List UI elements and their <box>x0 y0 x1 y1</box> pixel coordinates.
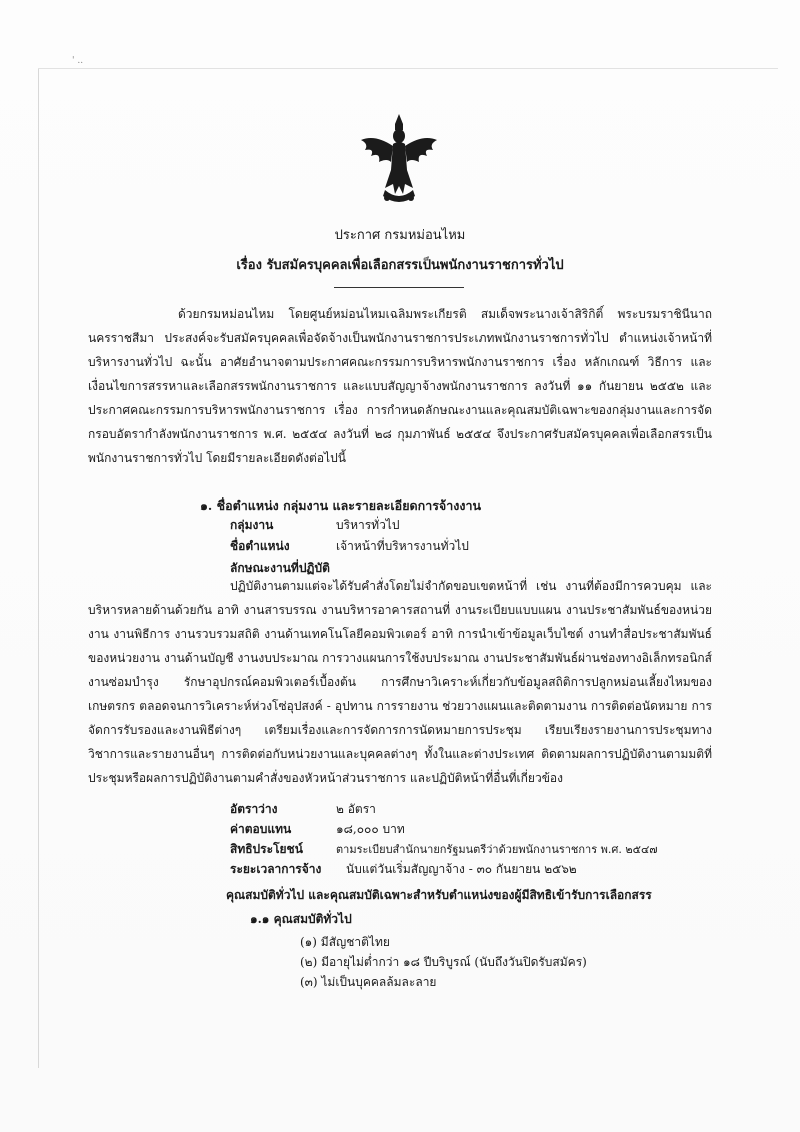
group-value: บริหารทั่วไป <box>336 518 400 532</box>
intro-paragraph: ด้วยกรมหม่อนไหม โดยศูนย์หม่อนไหมเฉลิมพระเกียรติ สมเด็จพระนางเจ้าสิริกิติ์ พระบรมราชินีนาถ นครราชสีมา ประสงค์จะรับสมัครบุคคลเพื่อจัดจ้างเป็นพนักงานราชการประเภทพนักงานราชการทั่วไป ตำแหน่งเจ้าหน้าที่บริหารงานทั่วไป ฉะนั้น อาศัยอำนาจตามประกาศคณะกรรมการบริหารพนักงานราชการ เรื่อง หลักเกณฑ์ วิธีการ และเงื่อนไขการสรรหาและเลือกสรรพนักงานราชการ และแบบสัญญาจ้างพนักงานราชการ ลงวันที่ ๑๑ กันยายน ๒๕๕๒ และประกาศคณะกรรมการบริหารพนักงานราชการ เรื่อง การกำหนดลักษณะงานและคุณสมบัติเฉพาะของกลุ่มงานและการจัดกรอบอัตรากำลังพนักงานราชการ พ.ศ. ๒๕๕๔ ลงวันที่ ๒๘ กุมภาพันธ์ ๒๕๕๔ จึงประกาศรับสมัครบุคคลเพื่อเลือกสรรเป็นพนักงานราชการทั่วไป โดยมีรายละเอียดดังต่อไปนี้ <box>88 307 712 465</box>
divider <box>334 287 464 288</box>
qualification-item: (๒) มีอายุไม่ต่ำกว่า ๑๘ ปีบริบูรณ์ (นับถึงวันปิดรับสมัคร) <box>300 955 587 969</box>
pay-label: ค่าตอบแทน <box>230 822 292 836</box>
section-1-heading: ๑. ชื่อตำแหน่ง กลุ่มงาน และรายละเอียดการจ้างงาน <box>200 498 482 513</box>
pay-value: ๑๘,๐๐๐ บาท <box>336 822 405 836</box>
scan-mark: ' .. <box>72 56 84 66</box>
period-label: ระยะเวลาการจ้าง <box>230 862 322 876</box>
duties-paragraph: ปฏิบัติงานตามแต่จะได้รับคำสั่งโดยไม่จำกัดขอบเขตหน้าที่ เช่น งานที่ต้องมีการควบคุม และบริหารหลายด้านด้วยกัน อาทิ งานสารบรรณ งานบริหารอาคารสถานที่ งานระเบียบแบบแผน งานประชาสัมพันธ์ของหน่วยงาน งานพิธีการ งานรวบรวมสถิติ งานด้านเทคโนโลยีคอมพิวเตอร์ อาทิ การนำเข้าข้อมูลเว็บไซต์ งานทำสื่อประชาสัมพันธ์ของหน่วยงาน งานด้านบัญชี งานงบประมาณ การวางแผนการใช้งบประมาณ งานประชาสัมพันธ์ผ่านช่องทางอิเล็กทรอนิกส์ งานซ่อมบำรุง รักษาอุปกรณ์คอมพิวเตอร์เบื้องต้น การศึกษาวิเคราะห์เกี่ยวกับข้อมูลสถิติการปลูกหม่อนเลี้ยงไหมของเกษตรกร ตลอดจนการวิเคราะห์ห่วงโซ่อุปสงค์ - อุปทาน การรายงาน ช่วยวางแผนและติดตามงาน การติดต่อนัดหมาย การจัดการรับรองและงานพิธีต่างๆ เตรียมเรื่องและการจัดการการนัดหมายการประชุม เรียบเรียงรายงานการประชุมทางวิชาการและรายงานอื่นๆ การติดต่อกับหน่วยงานและบุคคลต่างๆ ทั้งในและต่างประเทศ ติดตามผลการปฏิบัติงานตามมติที่ประชุมหรือผลการปฏิบัติงานตามคำสั่งของหัวหน้าส่วนราชการ และปฏิบัติหน้าที่อื่นที่เกี่ยวข้อง <box>88 579 712 785</box>
scan-edge <box>38 68 778 69</box>
announcement-subject: เรื่อง รับสมัครบุคคลเพื่อเลือกสรรเป็นพนักงานราชการทั่วไป <box>236 258 564 273</box>
garuda-emblem-icon <box>355 110 443 210</box>
general-qualifications-heading: ๑.๑ คุณสมบัติทั่วไป <box>250 912 352 926</box>
benefit-value: ตามระเบียบสำนักนายกรัฐมนตรีว่าด้วยพนักงานราชการ พ.ศ. ๒๕๔๗ <box>336 843 658 856</box>
scan-edge <box>38 68 39 1068</box>
position-value: เจ้าหน้าที่บริหารงานทั่วไป <box>336 539 469 553</box>
vacancy-value: ๒ อัตรา <box>336 802 376 816</box>
group-label: กลุ่มงาน <box>230 518 274 532</box>
announcement-title: ประกาศ กรมหม่อนไหม <box>334 228 466 243</box>
qualification-item: (๑) มีสัญชาติไทย <box>300 935 390 949</box>
duty-heading: ลักษณะงานที่ปฏิบัติ <box>230 561 330 575</box>
benefit-label: สิทธิประโยชน์ <box>230 842 303 856</box>
position-label: ชื่อตำแหน่ง <box>230 539 290 553</box>
period-value: นับแต่วันเริ่มสัญญาจ้าง - ๓๐ กันยายน ๒๕๖๒ <box>346 862 577 876</box>
vacancy-label: อัตราว่าง <box>230 802 278 816</box>
qualifications-heading: คุณสมบัติทั่วไป และคุณสมบัติเฉพาะสำหรับตำแหน่งของผู้มีสิทธิเข้ารับการเลือกสรร <box>226 888 652 902</box>
qualification-item: (๓) ไม่เป็นบุคคลล้มละลาย <box>300 975 437 989</box>
